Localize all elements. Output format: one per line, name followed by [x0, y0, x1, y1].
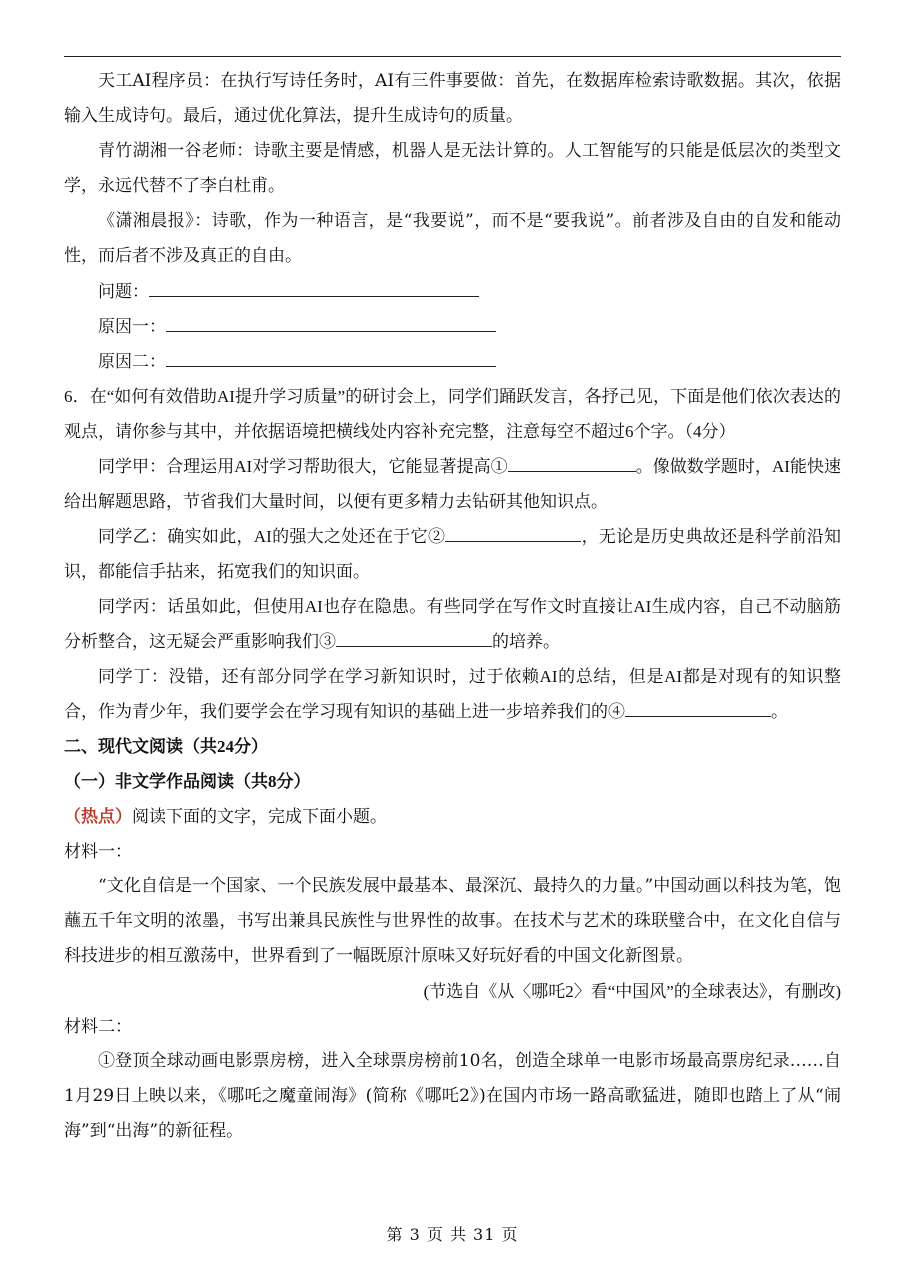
paragraph-tiangong: 天工AI程序员：在执行写诗任务时，AI有三件事要做：首先，在数据库检索诗歌数据。其次，依据输入生成诗句。最后，通过优化算法，提升生成诗句的质量。 — [64, 71, 841, 126]
student-yi-text-b: ，无论是历史典故还是科学前沿知识，都能信手拈来，拓宽我们的知识面。 — [64, 527, 842, 581]
blank-3[interactable] — [336, 626, 492, 647]
problem-label: 问题： — [98, 282, 149, 301]
page-content — [64, 64, 841, 1149]
reason1-line — [64, 309, 841, 344]
student-bing-text-a: 同学丙：话虽如此，但使用AI也存在隐患。有些同学在写作文时直接让AI生成内容，自己不动脑筋分析整合，这无疑会严重影响我们③ — [64, 597, 841, 651]
reading-instruction — [64, 799, 841, 834]
problem-blank[interactable] — [149, 276, 479, 297]
student-yi-text-a: 同学乙：确实如此，AI的强大之处还在于它② — [98, 527, 446, 546]
section-subtitle: （一）非文学作品阅读（共8分） — [64, 772, 311, 791]
problem-line — [64, 274, 841, 309]
section-title: 二、现代文阅读（共24分） — [64, 737, 268, 756]
paragraph-teacher: 青竹湖湘一谷老师：诗歌主要是情感，机器人是无法计算的。人工智能写的只能是低层次的类型文学，永远代替不了李白杜甫。 — [64, 141, 841, 196]
reason2-blank[interactable] — [166, 346, 496, 367]
student-ding-text-b: 。 — [771, 702, 788, 721]
header-rule — [64, 56, 841, 57]
student-ding — [64, 659, 841, 729]
student-yi — [64, 519, 841, 589]
student-ding-text-a: 同学丁：没错，还有部分同学在学习新知识时，过于依赖AI的总结，但是AI都是对现有的知识整合，作为青少年，我们要学会在学习现有知识的基础上进一步培养我们的④ — [64, 667, 841, 721]
question-6-prompt: 6．在“如何有效借助AI提升学习质量”的研讨会上，同学们踊跃发言，各抒己见，下面是他们依次表达的观点，请你参与其中，并依据语境把横线处内容补充完整，注意每空不超过6个字。（4分） — [64, 387, 841, 441]
student-jia — [64, 449, 841, 519]
student-bing-text-b: 的培养。 — [492, 632, 560, 651]
reason1-label: 原因一： — [98, 317, 166, 336]
student-bing — [64, 589, 841, 659]
student-jia-text-a: 同学甲：合理运用AI对学习帮助很大，它能显著提高① — [98, 457, 508, 476]
material-1-label: 材料一： — [64, 842, 132, 861]
material-1-source: (节选自《从〈哪吒2〉看“中国风”的全球表达》，有删改) — [423, 982, 841, 1001]
material-2-label: 材料二： — [64, 1017, 132, 1036]
reason2-label: 原因二： — [98, 352, 166, 371]
hot-tag: （热点） — [64, 807, 132, 826]
reason1-blank[interactable] — [166, 311, 496, 332]
student-jia-text-b: 。像做数学题时，AI能快速给出解题思路，节省我们大量时间，以便有更多精力去钻研其他知识点。 — [64, 457, 841, 511]
material-1-text: “文化自信是一个国家、一个民族发展中最基本、最深沉、最持久的力量。”中国动画以科技为笔，饱蘸五千年文明的浓墨，书写出兼具民族性与世界性的故事。在技术与艺术的珠联璧合中，在文化自信与科技进步的相互激荡中，世界看到了一幅既原汁原味又好玩好看的中国文化新图景。 — [64, 876, 841, 966]
paragraph-xiaoxiang: 《潇湘晨报》：诗歌，作为一种语言，是“我要说”，而不是“要我说”。前者涉及自由的自发和能动性，而后者不涉及真正的自由。 — [64, 211, 841, 266]
blank-2[interactable] — [445, 521, 581, 542]
blank-4[interactable] — [625, 696, 771, 717]
instruction-text: 阅读下面的文字，完成下面小题。 — [132, 807, 387, 826]
material-2-text: ①登顶全球动画电影票房榜，进入全球票房榜前10名，创造全球单一电影市场最高票房纪录……自1月29日上映以来，《哪吒之魔童闹海》(简称《哪吒2》)在国内市场一路高歌猛进，随即也踏上了从“闹海”到“出海”的新征程。 — [64, 1051, 841, 1141]
page-footer: 第 3 页 共 31 页 — [386, 1225, 519, 1244]
reason2-line — [64, 344, 841, 379]
blank-1[interactable] — [508, 451, 636, 472]
